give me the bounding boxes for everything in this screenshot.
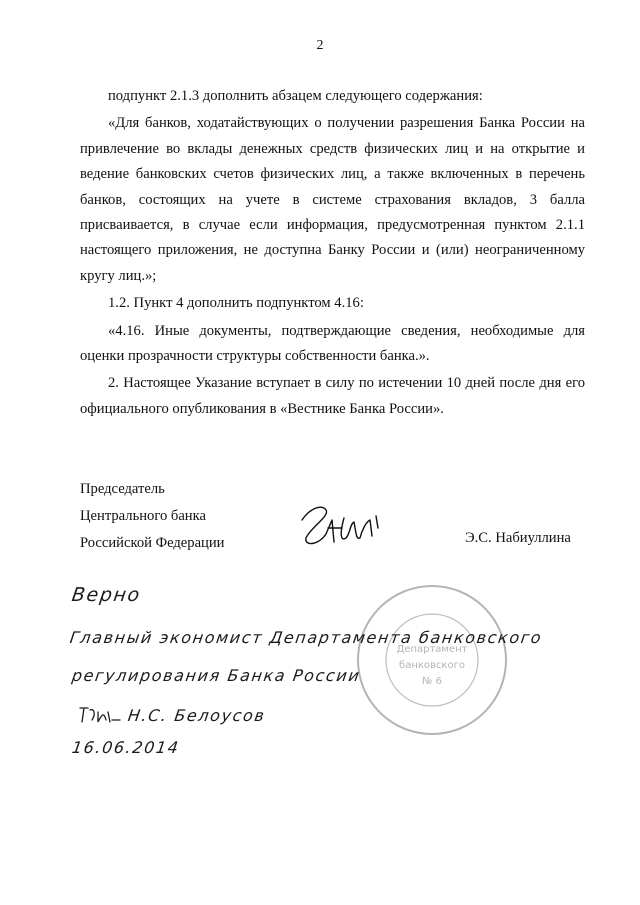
signatory-title	[80, 476, 225, 557]
paragraph-quote-4-16: «4.16. Иные документы, подтверждающие сведения, необходимые для оценки прозрачности структуры собственности банка.».	[80, 322, 585, 365]
certification-date: 16.06.2014	[70, 738, 181, 757]
page-number: 2	[316, 38, 324, 53]
certification-signer: Н.С. Белоусов	[126, 706, 267, 725]
certification-verified: Верно	[70, 584, 143, 606]
paragraph-quote-banks: «Для банков, ходатайствующих о получении разрешения Банка России на привлечение во вклады денежных средств физических лиц и на открытие и ведение банковских счетов физических лиц, а также включенных в перечень банков, состоящих на учете в системе страхования вкладов, 3 балла присваивается, в случае если информация, предусмотренная пунктом 2.1.1 настоящего приложения, не доступна Банку России и (или) неограниченному кругу лиц.»;	[80, 115, 585, 284]
paragraph-point-2: 2. Настоящее Указание вступает в силу по истечении 10 дней после дня его официального опубликования в «Вестнике Банка России».	[80, 375, 585, 417]
svg-text:№ 6: № 6	[422, 676, 442, 687]
certifier-signature-image	[76, 700, 124, 728]
svg-text:банковского: банковского	[399, 660, 465, 671]
svg-text:Департамент: Департамент	[396, 644, 468, 655]
signatory-title-line: Председатель	[80, 481, 165, 497]
document-body	[80, 84, 585, 422]
official-stamp	[352, 580, 512, 740]
paragraph-intro: подпункт 2.1.3 дополнить абзацем следующего содержания:	[108, 88, 483, 104]
signatory-name: Э.С. Набиуллина	[465, 530, 571, 546]
signature-image	[296, 498, 396, 553]
certification-position: Главный экономист Департамента банковского	[68, 628, 544, 647]
paragraph-point-1-2: 1.2. Пункт 4 дополнить подпунктом 4.16:	[108, 295, 364, 312]
signatory-title-line: Центрального банка	[80, 508, 206, 524]
certification-department: регулирования Банка России	[70, 666, 362, 685]
signatory-title-line: Российской Федерации	[80, 535, 225, 551]
